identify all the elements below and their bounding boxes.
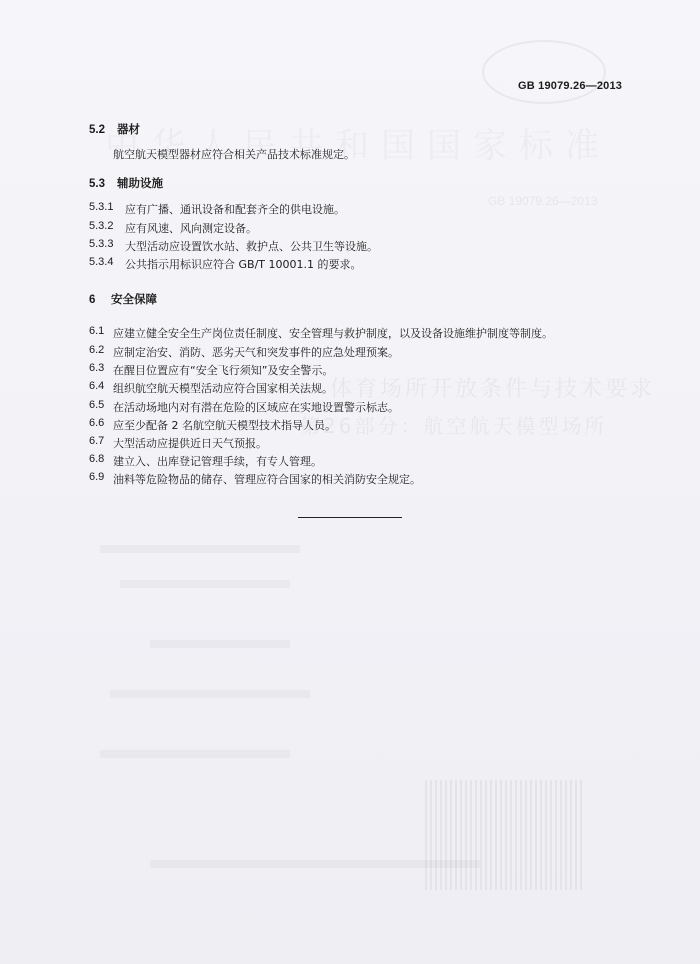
section-number: 6 xyxy=(89,294,96,306)
section-5-2-heading xyxy=(89,121,140,137)
clause-text: 应建立健全安全生产岗位责任制度、安全管理与救护制度，以及设备设施维护制度等制度。 xyxy=(113,327,553,340)
clause-number: 6.1 xyxy=(89,325,105,337)
section-title: 器材 xyxy=(117,122,140,136)
clause-number: 6.7 xyxy=(89,435,105,447)
clause-text: 大型活动应提供近日天气预报。 xyxy=(113,437,267,450)
clause-text: 建立入、出库登记管理手续，有专人管理。 xyxy=(113,455,322,468)
clause-number: 6.4 xyxy=(89,380,105,392)
section-6-heading xyxy=(89,291,157,307)
bleed-through-barcode xyxy=(425,780,585,890)
clause-number: 6.6 xyxy=(89,417,105,429)
clause-text: 公共指示用标识应符合 GB/T 10001.1 的要求。 xyxy=(125,258,362,271)
section-title: 安全保障 xyxy=(111,292,157,306)
clause-text: 组织航空航天模型活动应符合国家相关法规。 xyxy=(113,382,333,395)
clause-text: 大型活动应设置饮水站、救护点、公共卫生等设施。 xyxy=(125,240,378,253)
clause-text: 在活动场地内对有潜在危险的区域应在实地设置警示标志。 xyxy=(113,401,399,414)
clause-number: 6.9 xyxy=(89,471,105,483)
bleed-through-line xyxy=(120,580,290,588)
standard-code: GB 19079.26—2013 xyxy=(518,80,623,92)
bleed-through-line xyxy=(100,545,300,553)
clause-number: 5.3.2 xyxy=(89,220,114,232)
clause-number: 6.3 xyxy=(89,362,105,374)
bleed-through-line xyxy=(110,690,310,698)
bleed-through-code: GB 19079.26—2013 xyxy=(488,194,598,208)
clause-number: 5.3.4 xyxy=(89,256,114,268)
section-5-3-heading xyxy=(89,175,163,191)
clause-text: 油料等危险物品的储存、管理应符合国家的相关消防安全规定。 xyxy=(113,473,421,486)
bleed-through-line xyxy=(150,640,290,648)
clause-number: 5.3.1 xyxy=(89,201,114,213)
clause-text: 应至少配备 2 名航空航天模型技术指导人员。 xyxy=(113,419,336,432)
clause-number: 6.2 xyxy=(89,344,105,356)
clause-number: 6.8 xyxy=(89,453,105,465)
clause-text: 应有风速、风向测定设备。 xyxy=(125,222,257,235)
clause-text: 应有广播、通讯设备和配套齐全的供电设施。 xyxy=(125,203,345,216)
section-5-2-paragraph: 航空航天模型器材应符合相关产品技术标准规定。 xyxy=(113,148,355,161)
gb-logo-watermark xyxy=(482,40,606,104)
end-of-document-rule xyxy=(298,517,402,518)
section-number: 5.3 xyxy=(89,178,105,190)
section-title: 辅助设施 xyxy=(117,176,163,190)
clause-number: 6.5 xyxy=(89,399,105,411)
clause-text: 在醒目位置应有“安全飞行须知”及安全警示。 xyxy=(113,364,334,377)
section-number: 5.2 xyxy=(89,124,105,136)
bleed-through-subtitle-2: 第26部分：航空航天模型场所 xyxy=(300,414,608,438)
bleed-through-subtitle-1: 体育场所开放条件与技术要求 xyxy=(330,377,656,402)
bleed-through-line xyxy=(100,750,290,758)
clause-text: 应制定治安、消防、恶劣天气和突发事件的应急处理预案。 xyxy=(113,346,399,359)
clause-number: 5.3.3 xyxy=(89,238,114,250)
